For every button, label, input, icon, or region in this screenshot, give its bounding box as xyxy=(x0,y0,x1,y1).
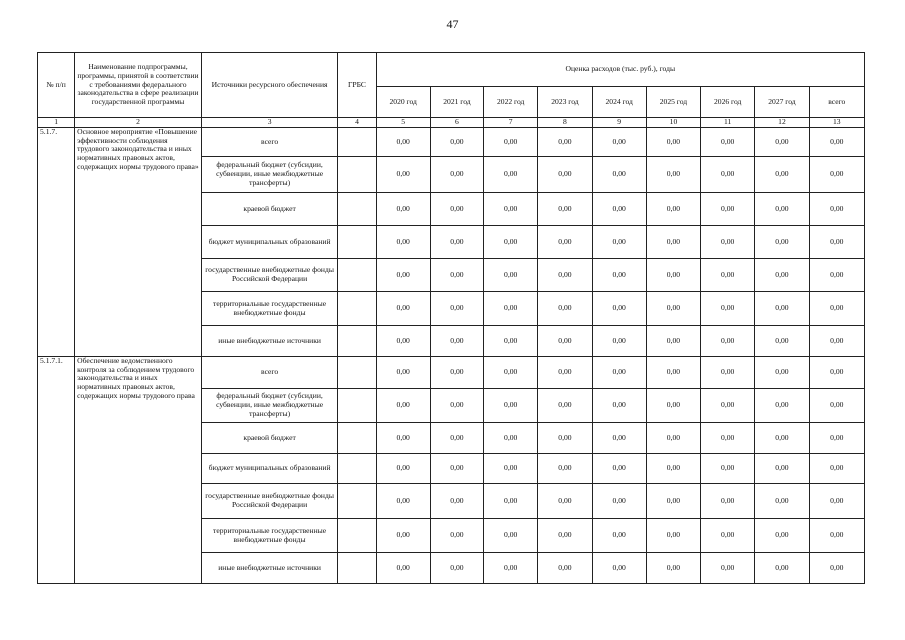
year-value: 0,00 xyxy=(376,259,430,292)
year-value: 0,00 xyxy=(376,292,430,326)
header-year: 2022 год xyxy=(484,87,538,118)
header-year: 2025 год xyxy=(646,87,700,118)
year-value: 0,00 xyxy=(592,326,646,357)
year-value: 0,00 xyxy=(484,484,538,519)
year-value: 0,00 xyxy=(484,389,538,423)
total-value: 0,00 xyxy=(809,484,864,519)
year-value: 0,00 xyxy=(484,553,538,584)
column-number: 3 xyxy=(201,118,338,128)
year-value: 0,00 xyxy=(376,226,430,259)
total-value: 0,00 xyxy=(809,454,864,484)
year-value: 0,00 xyxy=(430,484,483,519)
year-value: 0,00 xyxy=(430,292,483,326)
year-value: 0,00 xyxy=(430,423,483,454)
year-value: 0,00 xyxy=(484,193,538,226)
funding-source: бюджет муниципальных образований xyxy=(201,226,338,259)
item-name: Обеспечение ведомственного контроля за соблюдением трудового законодательства и иных нормативных правовых актов, содержащих нормы трудового права xyxy=(75,357,202,584)
year-value: 0,00 xyxy=(430,259,483,292)
grbs-cell xyxy=(338,226,376,259)
total-value: 0,00 xyxy=(809,259,864,292)
funding-source: иные внебюджетные источники xyxy=(201,553,338,584)
year-value: 0,00 xyxy=(430,193,483,226)
year-value: 0,00 xyxy=(538,259,592,292)
year-value: 0,00 xyxy=(430,226,483,259)
year-value: 0,00 xyxy=(646,226,700,259)
year-value: 0,00 xyxy=(701,259,755,292)
total-value: 0,00 xyxy=(809,553,864,584)
year-value: 0,00 xyxy=(538,326,592,357)
year-value: 0,00 xyxy=(755,326,809,357)
budget-table xyxy=(37,52,865,584)
header-year: 2023 год xyxy=(538,87,592,118)
year-value: 0,00 xyxy=(592,357,646,389)
column-number-row xyxy=(38,118,865,128)
year-value: 0,00 xyxy=(538,226,592,259)
funding-source: федеральный бюджет (субсидии, субвенции, иные межбюджетные трансферты) xyxy=(201,389,338,423)
total-value: 0,00 xyxy=(809,357,864,389)
year-value: 0,00 xyxy=(430,389,483,423)
year-value: 0,00 xyxy=(701,357,755,389)
grbs-cell xyxy=(338,157,376,193)
column-number: 11 xyxy=(701,118,755,128)
year-value: 0,00 xyxy=(701,157,755,193)
year-value: 0,00 xyxy=(538,389,592,423)
year-value: 0,00 xyxy=(376,357,430,389)
column-number: 9 xyxy=(592,118,646,128)
year-value: 0,00 xyxy=(592,454,646,484)
year-value: 0,00 xyxy=(430,157,483,193)
total-value: 0,00 xyxy=(809,292,864,326)
total-value: 0,00 xyxy=(809,128,864,157)
year-value: 0,00 xyxy=(755,193,809,226)
year-value: 0,00 xyxy=(484,292,538,326)
year-value: 0,00 xyxy=(755,292,809,326)
column-number: 6 xyxy=(430,118,483,128)
funding-source: всего xyxy=(201,128,338,157)
total-value: 0,00 xyxy=(809,326,864,357)
year-value: 0,00 xyxy=(538,357,592,389)
year-value: 0,00 xyxy=(755,484,809,519)
item-number: 5.1.7. xyxy=(38,128,75,357)
grbs-cell xyxy=(338,389,376,423)
year-value: 0,00 xyxy=(430,454,483,484)
funding-source: федеральный бюджет (субсидии, субвенции, иные межбюджетные трансферты) xyxy=(201,157,338,193)
year-value: 0,00 xyxy=(538,454,592,484)
year-value: 0,00 xyxy=(755,357,809,389)
grbs-cell xyxy=(338,128,376,157)
year-value: 0,00 xyxy=(538,519,592,553)
funding-source: бюджет муниципальных образований xyxy=(201,454,338,484)
header-year: 2026 год xyxy=(701,87,755,118)
year-value: 0,00 xyxy=(592,553,646,584)
header-year: 2021 год xyxy=(430,87,483,118)
year-value: 0,00 xyxy=(376,389,430,423)
funding-source: государственные внебюджетные фонды Российской Федерации xyxy=(201,484,338,519)
year-value: 0,00 xyxy=(376,193,430,226)
year-value: 0,00 xyxy=(646,389,700,423)
total-value: 0,00 xyxy=(809,423,864,454)
column-number: 7 xyxy=(484,118,538,128)
year-value: 0,00 xyxy=(701,193,755,226)
funding-source: иные внебюджетные источники xyxy=(201,326,338,357)
year-value: 0,00 xyxy=(701,553,755,584)
year-value: 0,00 xyxy=(538,157,592,193)
year-value: 0,00 xyxy=(755,128,809,157)
year-value: 0,00 xyxy=(538,423,592,454)
page-number: 47 xyxy=(446,17,459,31)
total-value: 0,00 xyxy=(809,193,864,226)
year-value: 0,00 xyxy=(646,553,700,584)
year-value: 0,00 xyxy=(538,193,592,226)
year-value: 0,00 xyxy=(755,553,809,584)
year-value: 0,00 xyxy=(538,484,592,519)
year-value: 0,00 xyxy=(592,193,646,226)
item-name: Основное мероприятие «Повышение эффективности соблюдения трудового законодательства и иных нормативных правовых актов, содержащих нормы трудового права» xyxy=(75,128,202,357)
year-value: 0,00 xyxy=(430,553,483,584)
year-value: 0,00 xyxy=(538,128,592,157)
header-name: Наименование подпрограммы, программы, принятой в соответствии с требованиями федерального законодательства в сфере реализации государственной программы xyxy=(75,53,202,118)
total-value: 0,00 xyxy=(809,519,864,553)
total-value: 0,00 xyxy=(809,226,864,259)
year-value: 0,00 xyxy=(646,357,700,389)
funding-source: краевой бюджет xyxy=(201,193,338,226)
year-value: 0,00 xyxy=(484,357,538,389)
grbs-cell xyxy=(338,259,376,292)
year-value: 0,00 xyxy=(376,519,430,553)
grbs-cell xyxy=(338,553,376,584)
year-value: 0,00 xyxy=(646,519,700,553)
year-value: 0,00 xyxy=(755,423,809,454)
header-sources: Источники ресурсного обеспечения xyxy=(201,53,338,118)
grbs-cell xyxy=(338,292,376,326)
year-value: 0,00 xyxy=(484,259,538,292)
table-row xyxy=(38,128,865,157)
year-value: 0,00 xyxy=(755,389,809,423)
year-value: 0,00 xyxy=(646,157,700,193)
year-value: 0,00 xyxy=(646,423,700,454)
year-value: 0,00 xyxy=(646,292,700,326)
item-number: 5.1.7.1. xyxy=(38,357,75,584)
column-number: 4 xyxy=(338,118,376,128)
year-value: 0,00 xyxy=(701,519,755,553)
year-value: 0,00 xyxy=(376,484,430,519)
year-value: 0,00 xyxy=(376,423,430,454)
year-value: 0,00 xyxy=(646,454,700,484)
grbs-cell xyxy=(338,326,376,357)
year-value: 0,00 xyxy=(755,454,809,484)
year-value: 0,00 xyxy=(376,128,430,157)
year-value: 0,00 xyxy=(592,157,646,193)
funding-source: территориальные государственные внебюджетные фонды xyxy=(201,292,338,326)
column-number: 10 xyxy=(646,118,700,128)
total-value: 0,00 xyxy=(809,157,864,193)
year-value: 0,00 xyxy=(701,326,755,357)
year-value: 0,00 xyxy=(646,128,700,157)
year-value: 0,00 xyxy=(430,357,483,389)
year-value: 0,00 xyxy=(376,157,430,193)
total-value: 0,00 xyxy=(809,389,864,423)
grbs-cell xyxy=(338,423,376,454)
year-value: 0,00 xyxy=(484,519,538,553)
year-value: 0,00 xyxy=(484,226,538,259)
column-number: 5 xyxy=(376,118,430,128)
year-value: 0,00 xyxy=(538,553,592,584)
year-value: 0,00 xyxy=(701,454,755,484)
header-year: 2020 год xyxy=(376,87,430,118)
year-value: 0,00 xyxy=(592,389,646,423)
year-value: 0,00 xyxy=(430,128,483,157)
year-value: 0,00 xyxy=(701,484,755,519)
year-value: 0,00 xyxy=(592,226,646,259)
column-number: 1 xyxy=(38,118,75,128)
column-number: 8 xyxy=(538,118,592,128)
year-value: 0,00 xyxy=(701,292,755,326)
year-value: 0,00 xyxy=(376,454,430,484)
funding-source: государственные внебюджетные фонды Российской Федерации xyxy=(201,259,338,292)
year-value: 0,00 xyxy=(484,423,538,454)
year-value: 0,00 xyxy=(755,157,809,193)
header-estimate: Оценка расходов (тыс. руб.), годы xyxy=(376,53,864,87)
funding-source: территориальные государственные внебюджетные фонды xyxy=(201,519,338,553)
year-value: 0,00 xyxy=(376,326,430,357)
year-value: 0,00 xyxy=(701,389,755,423)
year-value: 0,00 xyxy=(755,226,809,259)
year-value: 0,00 xyxy=(592,484,646,519)
column-number: 13 xyxy=(809,118,864,128)
year-value: 0,00 xyxy=(592,423,646,454)
year-value: 0,00 xyxy=(430,519,483,553)
column-number: 2 xyxy=(75,118,202,128)
grbs-cell xyxy=(338,193,376,226)
table-row xyxy=(38,357,865,389)
header-grbs: ГРБС xyxy=(338,53,376,118)
funding-source: краевой бюджет xyxy=(201,423,338,454)
year-value: 0,00 xyxy=(592,128,646,157)
year-value: 0,00 xyxy=(701,128,755,157)
column-number: 12 xyxy=(755,118,809,128)
year-value: 0,00 xyxy=(755,519,809,553)
year-value: 0,00 xyxy=(484,128,538,157)
year-value: 0,00 xyxy=(646,326,700,357)
header-total: всего xyxy=(809,87,864,118)
year-value: 0,00 xyxy=(646,484,700,519)
year-value: 0,00 xyxy=(484,454,538,484)
year-value: 0,00 xyxy=(646,193,700,226)
year-value: 0,00 xyxy=(430,326,483,357)
year-value: 0,00 xyxy=(484,326,538,357)
funding-source: всего xyxy=(201,357,338,389)
year-value: 0,00 xyxy=(376,553,430,584)
grbs-cell xyxy=(338,357,376,389)
header-num: № п/п xyxy=(38,53,75,118)
year-value: 0,00 xyxy=(592,259,646,292)
year-value: 0,00 xyxy=(592,292,646,326)
year-value: 0,00 xyxy=(484,157,538,193)
year-value: 0,00 xyxy=(646,259,700,292)
year-value: 0,00 xyxy=(538,292,592,326)
grbs-cell xyxy=(338,519,376,553)
year-value: 0,00 xyxy=(701,423,755,454)
grbs-cell xyxy=(338,454,376,484)
year-value: 0,00 xyxy=(701,226,755,259)
year-value: 0,00 xyxy=(592,519,646,553)
header-year: 2024 год xyxy=(592,87,646,118)
grbs-cell xyxy=(338,484,376,519)
header-year: 2027 год xyxy=(755,87,809,118)
year-value: 0,00 xyxy=(755,259,809,292)
